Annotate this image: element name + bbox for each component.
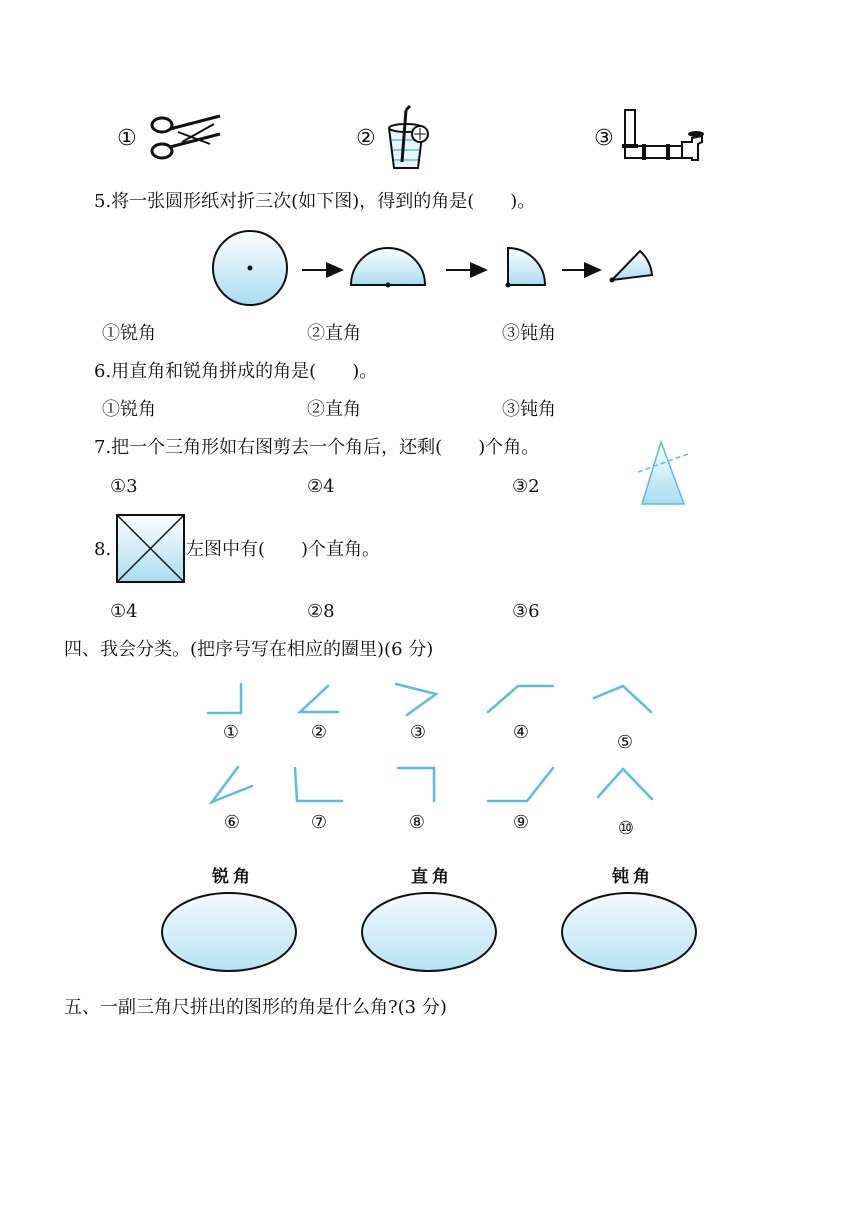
angle-8-right-icon xyxy=(398,768,434,801)
q6-option-3[interactable]: ③钝角 xyxy=(502,399,556,420)
question-5-text: 5.将一张圆形纸对折三次(如下图)，得到的角是( )。 xyxy=(94,191,536,212)
obtuse-answer-oval[interactable] xyxy=(560,892,700,976)
q5-option-2[interactable]: ②直角 xyxy=(307,323,361,344)
q7-option-2[interactable]: ②4 xyxy=(307,476,335,497)
angle-5-obtuse-icon xyxy=(594,686,651,712)
section-5-title: 五、一副三角尺拼出的图形的角是什么角?(3 分) xyxy=(64,997,447,1018)
angle-3-acute-icon xyxy=(396,684,436,715)
q7-option-1[interactable]: ①3 xyxy=(110,476,138,497)
question-8-number: 8. xyxy=(94,539,112,560)
angle-9-obtuse-icon xyxy=(488,768,553,801)
angle-label-10: ⑩ xyxy=(617,818,635,839)
angle-label-3: ③ xyxy=(409,722,427,743)
q6-option-1[interactable]: ①锐角 xyxy=(102,399,156,420)
question-8-text: 左图中有( )个直角。 xyxy=(186,539,381,560)
angle-label-5: ⑤ xyxy=(616,732,634,753)
category-label-right: 直角 xyxy=(411,867,453,887)
angle-label-7: ⑦ xyxy=(310,812,328,833)
section-4-title: 四、我会分类。(把序号写在相应的圈里)(6 分) xyxy=(64,639,434,660)
q7-option-3[interactable]: ③2 xyxy=(512,476,540,497)
q8-option-2[interactable]: ②8 xyxy=(307,601,335,622)
q5-option-1[interactable]: ①锐角 xyxy=(102,323,156,344)
angle-2-acute-icon xyxy=(300,686,338,712)
angle-6-acute-icon xyxy=(212,767,252,802)
angle-label-2: ② xyxy=(310,722,328,743)
top-item-1-number: ① xyxy=(117,126,137,151)
angle-label-4: ④ xyxy=(512,722,530,743)
angle-label-8: ⑧ xyxy=(408,812,426,833)
angle-10-right-icon xyxy=(598,769,652,799)
category-label-acute: 锐角 xyxy=(212,867,254,887)
angle-label-6: ⑥ xyxy=(223,812,241,833)
q8-option-3[interactable]: ③6 xyxy=(512,601,540,622)
angle-label-9: ⑨ xyxy=(512,812,530,833)
category-label-obtuse: 钝角 xyxy=(612,867,654,887)
right-answer-oval[interactable] xyxy=(360,892,500,976)
question-6-text: 6.用直角和锐角拼成的角是( )。 xyxy=(94,361,378,382)
angle-4-obtuse-icon xyxy=(488,686,553,712)
angle-label-1: ① xyxy=(222,722,240,743)
q5-option-3[interactable]: ③钝角 xyxy=(502,323,556,344)
question-7-text: 7.把一个三角形如右图剪去一个角后，还剩( )个角。 xyxy=(94,437,540,458)
q8-option-1[interactable]: ①4 xyxy=(110,601,138,622)
top-item-2-number: ② xyxy=(356,126,376,151)
q6-option-2[interactable]: ②直角 xyxy=(307,399,361,420)
top-item-3-number: ③ xyxy=(594,126,614,151)
angle-1-right-icon xyxy=(208,684,241,713)
angle-7-obtuse-icon xyxy=(295,768,342,801)
acute-answer-oval[interactable] xyxy=(160,892,300,976)
